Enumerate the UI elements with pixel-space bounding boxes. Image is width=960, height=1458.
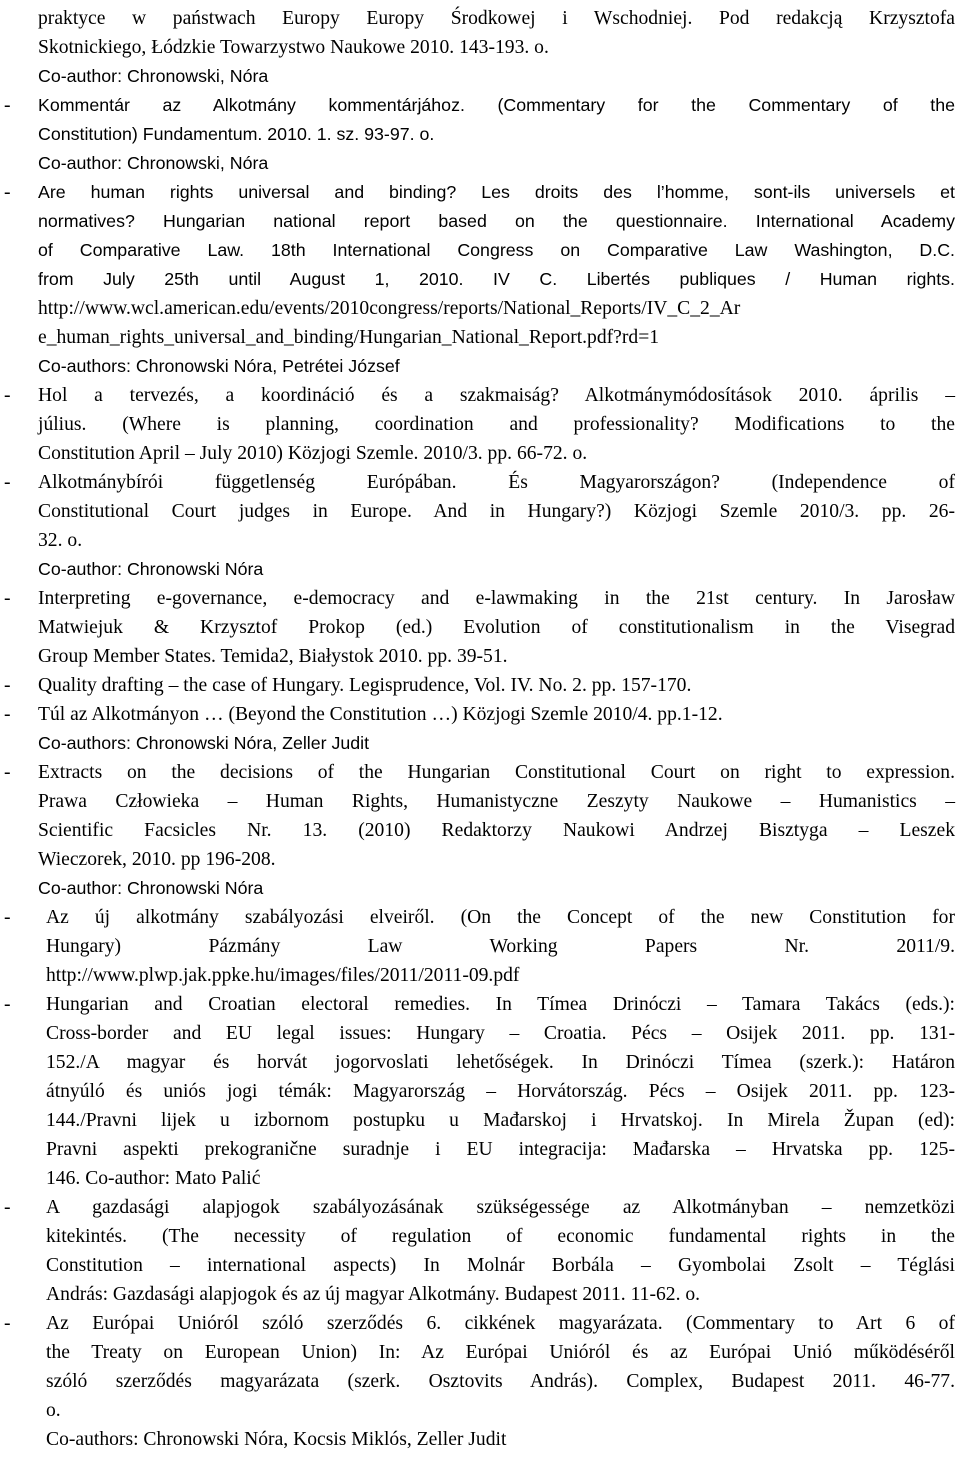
text-line <box>0 845 960 874</box>
line-text: Matwiejuk & Krzysztof Prokop (ed.) Evolution of constitutionalism in the Visegrad <box>38 617 955 638</box>
list-bullet-dash: - <box>4 385 11 406</box>
line-text: Hungarian and Croatian electoral remedies. In Tímea Drinóczi – Tamara Takács (eds.): <box>46 994 955 1015</box>
line-text: Scientific Facsicles Nr. 13. (2010) Redaktorzy Naukowi Andrzej Bisztyga – Leszek <box>38 820 955 841</box>
line-text: e_human_rights_universal_and_binding/Hungarian_National_Report.pdf?rd=1 <box>38 327 660 348</box>
line-text: http://www.plwp.jak.ppke.hu/images/files/2011/2011-09.pdf <box>46 965 520 986</box>
text-line <box>0 265 960 294</box>
line-text: Cross-border and EU legal issues: Hungary – Croatia. Pécs – Osijek 2011. pp. 131- <box>46 1023 955 1044</box>
text-line <box>0 1251 960 1280</box>
text-line <box>0 323 960 352</box>
text-line <box>0 33 960 62</box>
line-text: 144./Pravni lijek u izbornom postupku u Mađarskoj i Hrvatskoj. In Mirela Župan (ed): <box>46 1110 955 1131</box>
text-line <box>0 526 960 555</box>
text-line <box>0 700 960 729</box>
text-line <box>0 671 960 700</box>
line-text: Skotnickiego, Łódzkie Towarzystwo Naukowe 2010. 143-193. o. <box>38 37 549 58</box>
line-text: Prawa Człowieka – Human Rights, Humanistyczne Zeszyty Naukowe – Humanistics – <box>38 791 955 812</box>
line-text: Co-authors: Chronowski Nóra, Zeller Judit <box>38 733 370 753</box>
text-line <box>0 1222 960 1251</box>
line-text: Túl az Alkotmányon … (Beyond the Constitution …) Közjogi Szemle 2010/4. pp.1-12. <box>38 704 723 725</box>
text-line <box>0 903 960 932</box>
text-line <box>0 1425 960 1454</box>
line-text: július. (Where is planning, coordination and professionality? Modifications to the <box>38 414 955 435</box>
list-bullet-dash: - <box>4 994 11 1015</box>
text-line <box>0 178 960 207</box>
line-text: átnyúló és uniós jogi témák: Magyarország – Horvátország. Pécs – Osijek 2011. pp. 123- <box>46 1081 955 1102</box>
text-line <box>0 584 960 613</box>
list-bullet-dash: - <box>4 907 11 928</box>
list-bullet-dash: - <box>4 95 11 116</box>
line-text: A gazdasági alapjogok szabályozásának szükségessége az Alkotmányban – nemzetközi <box>46 1197 955 1218</box>
text-line <box>0 4 960 33</box>
text-line <box>0 1338 960 1367</box>
text-line <box>0 613 960 642</box>
text-line <box>0 149 960 178</box>
text-line <box>0 729 960 758</box>
line-text: Co-author: Chronowski Nóra <box>38 559 264 579</box>
line-text: 146. Co-author: Mato Palić <box>46 1168 261 1189</box>
text-line <box>0 91 960 120</box>
text-line <box>0 1164 960 1193</box>
text-line <box>0 1019 960 1048</box>
text-line <box>0 787 960 816</box>
list-bullet-dash: - <box>4 1197 11 1218</box>
line-text: o. <box>46 1400 61 1421</box>
text-line <box>0 120 960 149</box>
text-line <box>0 642 960 671</box>
line-text: Quality drafting – the case of Hungary. Legisprudence, Vol. IV. No. 2. pp. 157-170. <box>38 675 692 696</box>
text-line <box>0 410 960 439</box>
line-text: Alkotmánybírói függetlenség Európában. És Magyarországon? (Independence of <box>38 472 955 493</box>
text-line <box>0 1396 960 1425</box>
line-text: 152./A magyar és horvát jogorvoslati lehetőségek. In Drinóczi Tímea (szerk.): Határon <box>46 1052 955 1073</box>
text-line <box>0 1367 960 1396</box>
line-text: Hungary) Pázmány Law Working Papers Nr. 2011/9. <box>46 936 955 957</box>
text-line <box>0 236 960 265</box>
line-text: Hol a tervezés, a koordináció és a szakmaiság? Alkotmánymódosítások 2010. április – <box>38 385 955 406</box>
line-text: Constitution – international aspects) In Molnár Borbála – Gyombolai Zsolt – Téglási <box>46 1255 955 1276</box>
line-text: Co-authors: Chronowski Nóra, Petrétei József <box>38 356 400 376</box>
list-bullet-dash: - <box>4 472 11 493</box>
line-text: Az Európai Unióról szóló szerződés 6. cikkének magyarázata. (Commentary to Art 6 of <box>46 1313 955 1334</box>
list-bullet-dash: - <box>4 1313 11 1334</box>
line-text: from July 25th until August 1, 2010. IV C. Libertés publiques / Human rights. <box>38 269 955 289</box>
text-line <box>0 439 960 468</box>
line-text: Constitution) Fundamentum. 2010. 1. sz. 93-97. o. <box>38 124 435 144</box>
line-text: Constitutional Court judges in Europe. And in Hungary?) Közjogi Szemle 2010/3. pp. 26- <box>38 501 955 522</box>
line-text: the Treaty on European Union) In: Az Európai Unióról és az Európai Unió működéséről <box>46 1342 955 1363</box>
line-text: Pravni aspekti prekograničnе suradnje i EU integracija: Mađarska – Hrvatska pp. 125- <box>46 1139 955 1160</box>
text-line <box>0 555 960 584</box>
text-line <box>0 497 960 526</box>
list-bullet-dash: - <box>4 762 11 783</box>
text-line <box>0 1280 960 1309</box>
line-text: Co-author: Chronowski, Nóra <box>38 153 269 173</box>
text-line <box>0 816 960 845</box>
line-text: kitekintés. (The necessity of regulation of economic fundamental rights in the <box>46 1226 955 1247</box>
text-line <box>0 62 960 91</box>
text-line <box>0 468 960 497</box>
line-text: Extracts on the decisions of the Hungarian Constitutional Court on right to expression. <box>38 762 955 783</box>
line-text: of Comparative Law. 18th International Congress on Comparative Law Washington, D.C. <box>38 240 955 260</box>
list-bullet-dash: - <box>4 704 11 725</box>
text-line <box>0 1106 960 1135</box>
line-text: Group Member States. Temida2, Białystok 2010. pp. 39-51. <box>38 646 508 667</box>
text-line <box>0 1193 960 1222</box>
list-bullet-dash: - <box>4 182 11 203</box>
line-text: Az új alkotmány szabályozási elveiről. (On the Concept of the new Constitution for <box>46 907 955 928</box>
text-line <box>0 758 960 787</box>
text-line <box>0 1309 960 1338</box>
text-line <box>0 207 960 236</box>
text-line <box>0 961 960 990</box>
text-line <box>0 294 960 323</box>
line-text: Wieczorek, 2010. pp 196-208. <box>38 849 276 870</box>
text-line <box>0 932 960 961</box>
line-text: normatives? Hungarian national report based on the questionnaire. International Academy <box>38 211 955 231</box>
line-text: Interpreting e-governance, e-democracy and e-lawmaking in the 21st century. In Jarosław <box>38 588 955 609</box>
text-line <box>0 874 960 903</box>
text-line <box>0 1135 960 1164</box>
text-line <box>0 1077 960 1106</box>
line-text: Co-author: Chronowski, Nóra <box>38 66 269 86</box>
text-line <box>0 381 960 410</box>
line-text: szóló szerződés magyarázata (szerk. Osztovits András). Complex, Budapest 2011. 46-77. <box>46 1371 955 1392</box>
line-text: Kommentár az Alkotmány kommentárjához. (Commentary for the Commentary of the <box>38 95 955 115</box>
line-text: praktyce w państwach Europy Europy Środkowej i Wschodniej. Pod redakcją Krzysztofa <box>38 8 955 29</box>
line-text: Constitution April – July 2010) Közjogi Szemle. 2010/3. pp. 66-72. o. <box>38 443 588 464</box>
text-line <box>0 1048 960 1077</box>
line-text: 32. o. <box>38 530 83 551</box>
list-bullet-dash: - <box>4 675 11 696</box>
line-text: Co-author: Chronowski Nóra <box>38 878 264 898</box>
line-text: Are human rights universal and binding? Les droits des l’homme, sont-ils universels et <box>38 182 955 202</box>
text-line <box>0 990 960 1019</box>
text-line <box>0 352 960 381</box>
line-text: András: Gazdasági alapjogok és az új magyar Alkotmány. Budapest 2011. 11-62. o. <box>46 1284 701 1305</box>
line-text: http://www.wcl.american.edu/events/2010congress/reports/National_Reports/IV_C_2_Ar <box>38 298 741 319</box>
list-bullet-dash: - <box>4 588 11 609</box>
line-text: Co-authors: Chronowski Nóra, Kocsis Miklós, Zeller Judit <box>46 1429 507 1450</box>
